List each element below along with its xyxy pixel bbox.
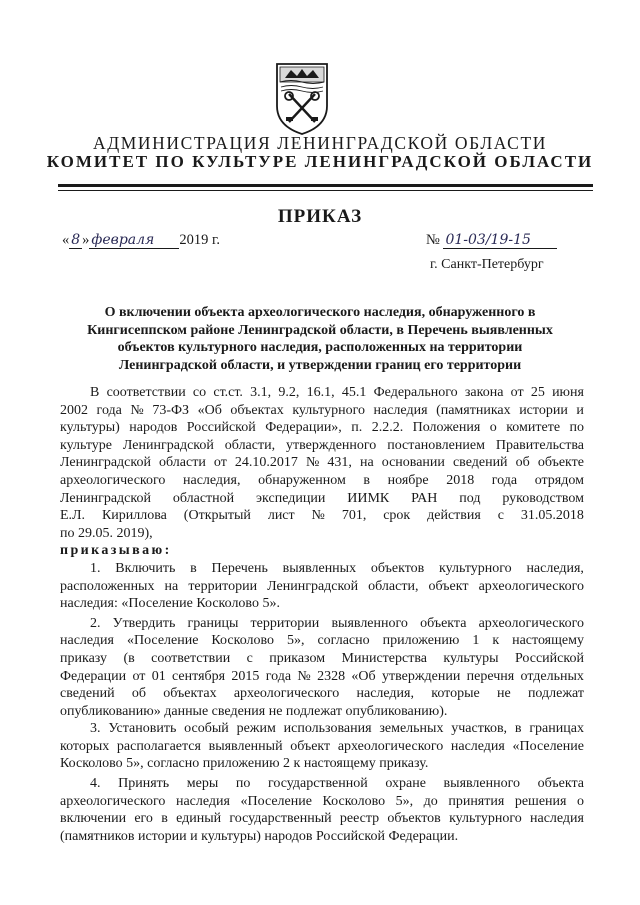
item-2-line: наследия «Поселение Косколово 5», согласно приложению 1 к настоящему — [60, 633, 584, 649]
item-2-line: приказу (в соответствии с приказом Министерства культуры Российской — [60, 650, 584, 666]
item-2-line: Федерации от 01 сентября 2015 года № 2328 «Об утверждении перечня отдельных — [60, 668, 584, 684]
date-open-quote: « — [62, 232, 70, 248]
item-2-line: сведений об объектах археологического наследия, которые не подлежат — [60, 686, 584, 702]
body-line: 2002 года № 73-ФЗ «Об объектах культурного наследия (памятниках истории и — [60, 402, 584, 418]
subject-line: О включении объекта археологического наследия, обнаруженного в — [104, 305, 536, 320]
item-3-line: которых располагается выявленный объект археологического наследия «Поселение — [60, 738, 584, 754]
document-title: ПРИКАЗ — [277, 206, 363, 227]
item-3-line: Косколово 5», согласно приложению 2 к настоящему приказу. — [60, 756, 429, 772]
subject-line: объектов культурного наследия, расположенных на территории — [117, 340, 523, 355]
item-4-line: 4. Принять меры по государственной охране выявленного объекта — [90, 776, 584, 792]
item-3-line: 3. Установить особый режим использования земельных участков, в границах — [90, 721, 584, 737]
item-1-line: расположенных на территории Ленинградской области, объект археологического — [60, 578, 584, 594]
committee-name: КОМИТЕТ ПО КУЛЬТУРЕ ЛЕНИНГРАДСКОЙ ОБЛАСТИ — [46, 152, 594, 171]
item-1-line: 1. Включить в Перечень выявленных объектов культурного наследия, — [90, 560, 584, 576]
coat-of-arms-icon — [271, 60, 333, 136]
header-rule-thick — [58, 184, 593, 187]
header-rule-thin — [58, 190, 593, 191]
date-month-handwritten: февраля — [89, 232, 179, 249]
item-2-line: 2. Утвердить границы территории выявленного объекта археологического — [90, 615, 584, 631]
date-year: 2019 г. — [179, 232, 220, 248]
number-handwritten: 01-03/19-15 — [443, 232, 557, 249]
body-line: Ленинградской области от 24.10.2017 № 431, на основании сведений об объекте — [60, 455, 584, 471]
date-close-quote: » — [82, 232, 90, 248]
item-2-line: опубликованию» данные сведения не подлежат опубликованию). — [60, 703, 448, 719]
item-4-line: археологического наследия «Поселение Косколово 5», до принятия решения о — [60, 793, 584, 809]
document-subject — [60, 304, 580, 374]
item-1-line: наследия: «Поселение Косколово 5». — [60, 596, 280, 612]
order-word: приказываю: — [60, 543, 172, 559]
body-line: Ленинградской областной экспедиции ИИМК РАН под руководством — [60, 490, 584, 506]
document-number — [426, 232, 557, 249]
number-label: № — [426, 232, 440, 248]
body-line: археологического наследия, обнаруженном в ноябре 2018 года отрядом — [60, 472, 584, 488]
item-4-line: включении его в единый государственный реестр объектов культурного наследия — [60, 811, 584, 827]
item-4-line: (памятников истории и культуры) народов Российской Федерации. — [60, 828, 459, 844]
document-date — [62, 232, 220, 249]
body-line: по 29.05. 2019), — [60, 525, 153, 541]
body-line: В соответствии со ст.ст. 3.1, 9.2, 16.1, 45.1 Федерального закона от 25 июня — [90, 385, 584, 400]
body-line: Е.Л. Кириллова (Открытый лист № 701, срок действия с 31.05.2018 — [60, 508, 584, 524]
body-line: культуре Ленинградской области, утвержденного постановлением Правительства — [60, 437, 584, 453]
document-city: г. Санкт-Петербург — [430, 257, 544, 272]
subject-line: Ленинградской области, и утверждении границ его территории — [118, 357, 522, 373]
body-line: культуры) народов Российской Федерации», п. 2.2.2. Положения о комитете по — [60, 420, 584, 436]
subject-line: Кингисеппском районе Ленинградской области, в Перечень выявленных — [87, 322, 553, 338]
date-day-handwritten: 8 — [71, 232, 81, 248]
document-body — [60, 384, 584, 845]
administration-name: АДМИНИСТРАЦИЯ ЛЕНИНГРАДСКОЙ ОБЛАСТИ — [93, 133, 547, 153]
